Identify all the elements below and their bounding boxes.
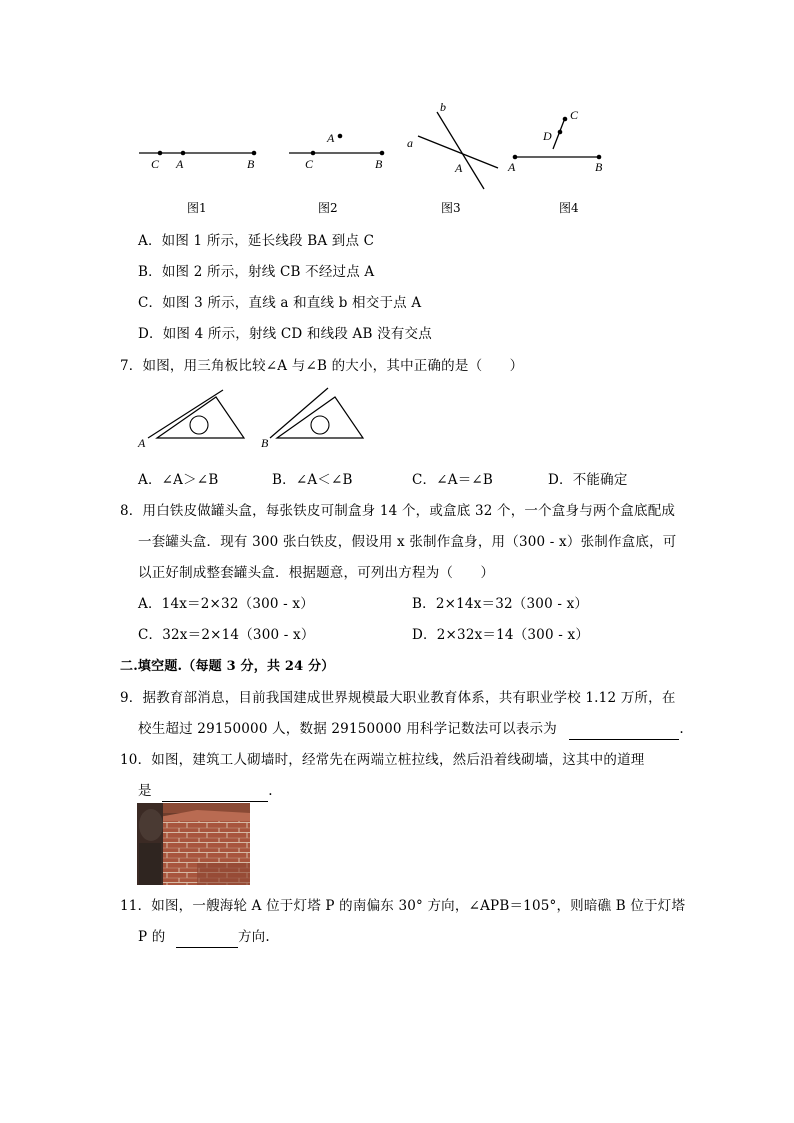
fig3-label-a-point: A xyxy=(455,161,463,175)
q7-stem: 7．如图，用三角板比较∠A 与∠B 的大小，其中正确的是（ ） xyxy=(120,358,524,374)
figure-4-caption: 图4 xyxy=(559,201,579,215)
q6-option-d-letter: D． xyxy=(138,326,163,342)
q7-option-a: A．∠A＞∠B xyxy=(138,472,219,488)
q10-end: . xyxy=(268,783,273,799)
q10-line-1: 10．如图，建筑工人砌墙时，经常先在两端立桩拉线，然后沿着线砌墙，这其中的道理 xyxy=(120,752,645,768)
q6-figures xyxy=(0,95,794,225)
q11-line-1: 11．如图，一艘海轮 A 位于灯塔 P 的南偏东 30° 方向，∠APB＝105°，则暗礁 B 位于灯塔 xyxy=(120,898,686,914)
q8-stem-line-2: 一套罐头盒．现有 300 张白铁皮，假设用 x 张制作盒身，用（300 - x）张制作盒底，可 xyxy=(138,534,677,550)
q7-label-b: B xyxy=(261,436,269,450)
q6-option-a xyxy=(138,229,374,249)
figure-4 xyxy=(507,108,603,174)
figure-2 xyxy=(289,131,384,171)
q10-line-2 xyxy=(138,779,273,802)
q8-option-c: C．32x＝2×14（300 - x） xyxy=(138,627,315,643)
figure-1-caption: 图1 xyxy=(187,201,207,215)
fig1-label-c: C xyxy=(151,157,160,171)
fig4-label-b: B xyxy=(595,160,603,174)
q10-answer-blank[interactable] xyxy=(162,785,268,802)
fig1-label-a: A xyxy=(176,157,184,171)
q11-answer-blank[interactable] xyxy=(176,931,238,948)
figure-3 xyxy=(407,100,498,189)
fig3-label-b: b xyxy=(440,100,446,114)
q7-option-b: B．∠A＜∠B xyxy=(272,472,353,488)
fig2-label-c: C xyxy=(305,157,314,171)
q9-line-2-text: 校生超过 29150000 人，数据 29150000 用科学记数法可以表示为 xyxy=(138,721,557,737)
q7-figure xyxy=(130,383,380,453)
q10-line-2-text: 是 xyxy=(138,783,152,799)
fig4-label-d: D xyxy=(543,129,552,143)
figure-1 xyxy=(139,151,256,171)
set-square-a xyxy=(137,390,244,450)
q6-option-b xyxy=(138,260,374,280)
q8-option-d: D．2×32x＝14（300 - x） xyxy=(412,627,590,643)
q8-option-b: B．2×14x＝32（300 - x） xyxy=(412,596,589,612)
q6-option-c-letter: C． xyxy=(138,295,163,311)
figure-2-caption: 图2 xyxy=(318,201,338,215)
fig1-label-b: B xyxy=(247,157,255,171)
q9-answer-blank[interactable] xyxy=(569,723,679,740)
q7-label-a: A xyxy=(138,436,146,450)
q9-line-1: 9．据教育部消息，目前我国建成世界规模最大职业教育体系，共有职业学校 1.12 万所，在 xyxy=(120,690,676,706)
brick-wall-photo xyxy=(137,803,250,885)
q9-line-2 xyxy=(138,717,684,740)
q11-line-2-text: P 的 xyxy=(138,929,166,945)
figure-3-caption: 图3 xyxy=(441,201,461,215)
q6-option-d xyxy=(138,322,432,342)
q8-option-a: A．14x＝2×32（300 - x） xyxy=(138,596,314,612)
q8-stem-line-1: 8．用白铁皮做罐头盒，每张铁皮可制盒身 14 个，或盒底 32 个，一个盒身与两个盒底配成 xyxy=(120,503,676,519)
q6-option-a-text: 如图 1 所示，延长线段 BA 到点 C xyxy=(161,233,375,249)
fig2-label-b: B xyxy=(375,157,383,171)
fig4-label-a: A xyxy=(508,160,516,174)
q6-option-c xyxy=(138,291,421,311)
q8-stem-line-3: 以正好制成整套罐头盒．根据题意，可列出方程为（ ） xyxy=(138,565,495,581)
q6-option-d-text: 如图 4 所示，射线 CD 和线段 AB 没有交点 xyxy=(162,326,432,342)
set-square-b xyxy=(261,388,363,450)
q7-option-c: C．∠A＝∠B xyxy=(412,472,494,488)
section-2-title: 二.填空题.（每题 3 分，共 24 分） xyxy=(120,659,335,674)
q9-end: . xyxy=(679,721,684,737)
fig4-label-c: C xyxy=(570,108,579,122)
q7-option-d: D．不能确定 xyxy=(548,472,628,488)
q11-line-2 xyxy=(138,925,270,948)
q6-option-b-letter: B． xyxy=(138,264,162,280)
fig2-label-a: A xyxy=(327,131,335,145)
fig3-label-a-line: a xyxy=(407,136,413,150)
q6-option-a-letter: A． xyxy=(138,233,162,249)
q11-end: 方向. xyxy=(237,929,270,945)
q6-option-c-text: 如图 3 所示，直线 a 和直线 b 相交于点 A xyxy=(162,295,422,311)
q6-option-b-text: 如图 2 所示，射线 CB 不经过点 A xyxy=(161,264,375,280)
